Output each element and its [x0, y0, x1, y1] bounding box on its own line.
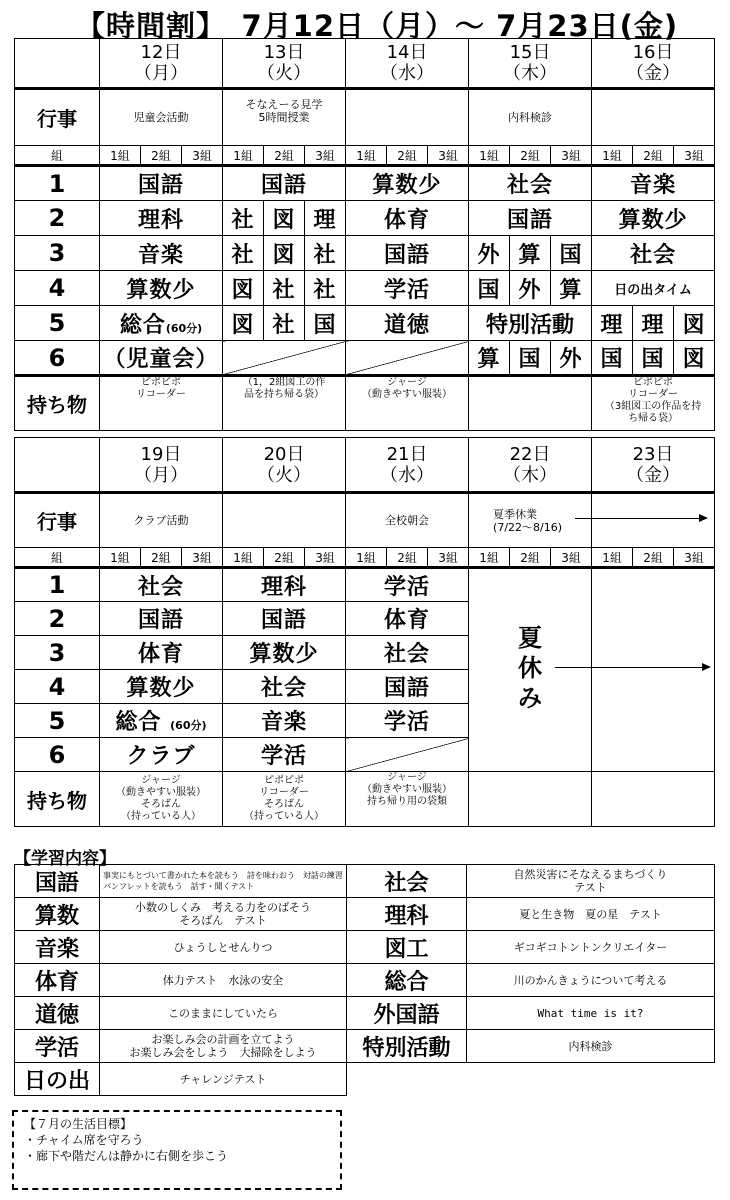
class-header: 3組 [551, 548, 592, 568]
day-header: 23日 （金） [592, 438, 715, 493]
subject-cell: 国語 [469, 201, 592, 236]
bring-cell: ピポピポ リコーダー （3組図工の作品を持 ち帰る袋） [592, 376, 715, 431]
goal-item: ・廊下や階だんは静かに右側を歩こう [24, 1149, 229, 1163]
class-header: 1組 [469, 146, 510, 166]
day-header: 15日 （木） [469, 39, 592, 89]
day-header: 22日 （木） [469, 438, 592, 493]
subject-cell: 算数少 [100, 271, 223, 306]
study-subject: 国語 [15, 865, 100, 898]
class-header: 3組 [674, 146, 715, 166]
empty-slash-cell [346, 738, 469, 772]
subject-cell: 図 [223, 271, 264, 306]
bring-cell [469, 772, 592, 827]
period-number: 3 [15, 236, 100, 271]
summer-vacation-cell: 夏休み [469, 568, 592, 772]
event-cell: 全校朝会 [346, 493, 469, 548]
corner-cell [15, 438, 100, 493]
study-table-left [14, 864, 347, 1096]
class-header: 2組 [264, 548, 305, 568]
class-header: 2組 [387, 146, 428, 166]
bring-cell: ジャージ （動きやすい服装） [346, 376, 469, 431]
subject-cell: 日の出タイム [592, 271, 715, 306]
study-section-title: 【学習内容】 [14, 849, 116, 869]
class-header: 1組 [346, 146, 387, 166]
period-number: 6 [15, 738, 100, 772]
subject-cell: 社 [223, 201, 264, 236]
study-desc: 自然災害にそなえるまちづくり テスト [467, 865, 715, 898]
class-header: 1組 [346, 548, 387, 568]
study-subject: 外国語 [347, 997, 467, 1030]
study-desc: 事実にもとづいて書かれた本を読もう 詩を味わおう 対話の練習 パンフレットを読もう 話す・聞くテスト [100, 865, 347, 898]
day-header: 12日 （月） [100, 39, 223, 89]
empty-slash-cell [346, 341, 469, 376]
subject-cell: 社 [264, 306, 305, 341]
class-header: 3組 [182, 548, 223, 568]
empty-slash-cell [223, 341, 346, 376]
bring-cell: ジャージ （動きやすい服装） 持ち帰り用の袋類 [346, 772, 469, 827]
class-header: 2組 [510, 146, 551, 166]
class-header: 2組 [633, 146, 674, 166]
period-number: 2 [15, 602, 100, 636]
subject-cell: 学活 [223, 738, 346, 772]
period-number: 4 [15, 670, 100, 704]
class-header: 1組 [592, 146, 633, 166]
study-subject: 理科 [347, 898, 467, 931]
event-label: 行事 [15, 89, 100, 146]
study-subject: 音楽 [15, 931, 100, 964]
day-header: 19日 （月） [100, 438, 223, 493]
study-desc: ひょうしとせんりつ [100, 931, 347, 964]
subject-cell: 理科 [223, 568, 346, 602]
period-number: 2 [15, 201, 100, 236]
page-title: 【時間割】 7月12日（月）～ 7月23日(金) [76, 9, 679, 43]
event-cell: クラブ活動 [100, 493, 223, 548]
subject-cell: 理 [633, 306, 674, 341]
goal-title: 【７月の生活目標】 [24, 1117, 133, 1131]
subject-cell: 理科 [100, 201, 223, 236]
day-header: 16日 （金） [592, 39, 715, 89]
class-header: 3組 [674, 548, 715, 568]
study-desc: 小数のしくみ 考える力をのばそう そろばん テスト [100, 898, 347, 931]
event-label: 行事 [15, 493, 100, 548]
subject-cell: 体育 [100, 636, 223, 670]
bring-cell: ジャージ （動きやすい服装） そろばん （持っている人） [100, 772, 223, 827]
arrow-head-icon [702, 663, 711, 671]
study-subject: 日の出 [15, 1063, 100, 1096]
subject-cell: 学活 [346, 568, 469, 602]
subject-cell: 図 [674, 341, 715, 376]
class-header: 2組 [264, 146, 305, 166]
study-subject: 算数 [15, 898, 100, 931]
class-header: 3組 [428, 548, 469, 568]
class-header: 1組 [100, 146, 141, 166]
corner-cell [15, 39, 100, 89]
subject-cell: 道徳 [346, 306, 469, 341]
event-cell [592, 493, 715, 548]
study-subject: 道徳 [15, 997, 100, 1030]
subject-cell: 国 [510, 341, 551, 376]
bring-cell [469, 376, 592, 431]
subject-cell: 算数少 [592, 201, 715, 236]
subject-cell: 図 [223, 306, 264, 341]
study-subject: 図工 [347, 931, 467, 964]
study-desc: お楽しみ会の計画を立てよう お楽しみ会をしよう 大掃除をしよう [100, 1030, 347, 1063]
period-number: 6 [15, 341, 100, 376]
class-label: 組 [15, 146, 100, 166]
class-header: 3組 [428, 146, 469, 166]
day-header: 14日 （水） [346, 39, 469, 89]
subject-cell: 総合(60分) [100, 306, 223, 341]
study-desc: What time is it? [467, 997, 715, 1030]
subject-cell: 国語 [223, 166, 346, 201]
subject-cell: 社会 [346, 636, 469, 670]
study-desc: ギコギコトントンクリエイター [467, 931, 715, 964]
bring-cell: ピポピポ リコーダー そろばん （持っている人） [223, 772, 346, 827]
class-header: 1組 [469, 548, 510, 568]
subject-cell: 特別活動 [469, 306, 592, 341]
subject-cell: 理 [305, 201, 346, 236]
study-subject: 社会 [347, 865, 467, 898]
study-subject: 総合 [347, 964, 467, 997]
subject-cell: 算数少 [346, 166, 469, 201]
class-header: 1組 [592, 548, 633, 568]
subject-cell: 国語 [100, 602, 223, 636]
subject-cell: 国 [305, 306, 346, 341]
subject-cell: 図 [264, 201, 305, 236]
day-header: 21日 （水） [346, 438, 469, 493]
subject-cell: 国語 [223, 602, 346, 636]
class-header: 1組 [223, 548, 264, 568]
study-desc: 体力テスト 水泳の安全 [100, 964, 347, 997]
bring-cell: （1，2組図工の作 品を持ち帰る袋） [223, 376, 346, 431]
subject-cell: 図 [674, 306, 715, 341]
class-label: 組 [15, 548, 100, 568]
subject-cell: 体育 [346, 602, 469, 636]
subject-cell: 音楽 [223, 704, 346, 738]
subject-cell: 国 [469, 271, 510, 306]
subject-cell: 国 [551, 236, 592, 271]
class-header: 3組 [182, 146, 223, 166]
subject-cell: 社会 [469, 166, 592, 201]
class-header: 1組 [223, 146, 264, 166]
event-cell: 夏季休業 (7/22～8/16) [469, 493, 592, 548]
period-number: 5 [15, 704, 100, 738]
study-desc: チャレンジテスト [100, 1063, 347, 1096]
subject-cell: （児童会） [100, 341, 223, 376]
bring-label: 持ち物 [15, 772, 100, 827]
vacation-arrow-line [555, 667, 703, 668]
class-header: 1組 [100, 548, 141, 568]
subject-cell: 音楽 [592, 166, 715, 201]
subject-cell: 学活 [346, 704, 469, 738]
subject-cell: 社会 [100, 568, 223, 602]
bring-cell: ピポピポ リコーダー [100, 376, 223, 431]
class-header: 3組 [551, 146, 592, 166]
subject-cell: 算 [510, 236, 551, 271]
period-number: 5 [15, 306, 100, 341]
subject-cell: 体育 [346, 201, 469, 236]
subject-cell: 学活 [346, 271, 469, 306]
period-number: 4 [15, 271, 100, 306]
subject-cell: 理 [592, 306, 633, 341]
subject-cell: 図 [264, 236, 305, 271]
class-header: 3組 [305, 548, 346, 568]
class-header: 2組 [633, 548, 674, 568]
event-cell [592, 89, 715, 146]
event-cell: 内科検診 [469, 89, 592, 146]
subject-cell: 社 [305, 236, 346, 271]
subject-cell: 社 [223, 236, 264, 271]
event-cell [223, 493, 346, 548]
subject-cell: 音楽 [100, 236, 223, 271]
subject-cell: 国語 [346, 236, 469, 271]
period-number: 1 [15, 568, 100, 602]
summer-continue-cell [592, 568, 715, 772]
event-cell: そなえーる見学 5時間授業 [223, 89, 346, 146]
monthly-goal-box [12, 1110, 342, 1190]
event-cell: 児童会活動 [100, 89, 223, 146]
study-desc: 内科検診 [467, 1030, 715, 1063]
subject-cell: 総合 (60分) [100, 704, 223, 738]
goal-item: ・チャイム席を守ろう [24, 1133, 144, 1147]
study-desc: 川のかんきょうについて考える [467, 964, 715, 997]
timetable-week1 [14, 38, 715, 431]
timetable-week2 [14, 437, 715, 827]
subject-cell: 社会 [592, 236, 715, 271]
vacation-arrow-line [575, 518, 700, 519]
subject-cell: 国 [633, 341, 674, 376]
bring-label: 持ち物 [15, 376, 100, 431]
class-header: 2組 [387, 548, 428, 568]
subject-cell: 社会 [223, 670, 346, 704]
class-header: 3組 [305, 146, 346, 166]
day-header: 13日 （火） [223, 39, 346, 89]
subject-cell: 外 [551, 341, 592, 376]
subject-cell: 算数少 [100, 670, 223, 704]
study-subject: 学活 [15, 1030, 100, 1063]
subject-cell: 外 [510, 271, 551, 306]
subject-cell: 国 [592, 341, 633, 376]
class-header: 2組 [141, 548, 182, 568]
study-subject: 体育 [15, 964, 100, 997]
day-header: 20日 （火） [223, 438, 346, 493]
subject-cell: 国語 [100, 166, 223, 201]
period-number: 1 [15, 166, 100, 201]
arrow-head-icon [699, 514, 708, 522]
subject-cell: 算数少 [223, 636, 346, 670]
study-desc: このままにしていたら [100, 997, 347, 1030]
subject-cell: 外 [469, 236, 510, 271]
subject-cell: クラブ [100, 738, 223, 772]
subject-cell: 社 [305, 271, 346, 306]
study-desc: 夏と生き物 夏の星 テスト [467, 898, 715, 931]
subject-cell: 社 [264, 271, 305, 306]
subject-cell: 算 [551, 271, 592, 306]
event-cell [346, 89, 469, 146]
bring-cell [592, 772, 715, 827]
class-header: 2組 [510, 548, 551, 568]
class-header: 2組 [141, 146, 182, 166]
study-subject: 特別活動 [347, 1030, 467, 1063]
study-table-right [346, 864, 715, 1063]
subject-cell: 算 [469, 341, 510, 376]
period-number: 3 [15, 636, 100, 670]
subject-cell: 国語 [346, 670, 469, 704]
